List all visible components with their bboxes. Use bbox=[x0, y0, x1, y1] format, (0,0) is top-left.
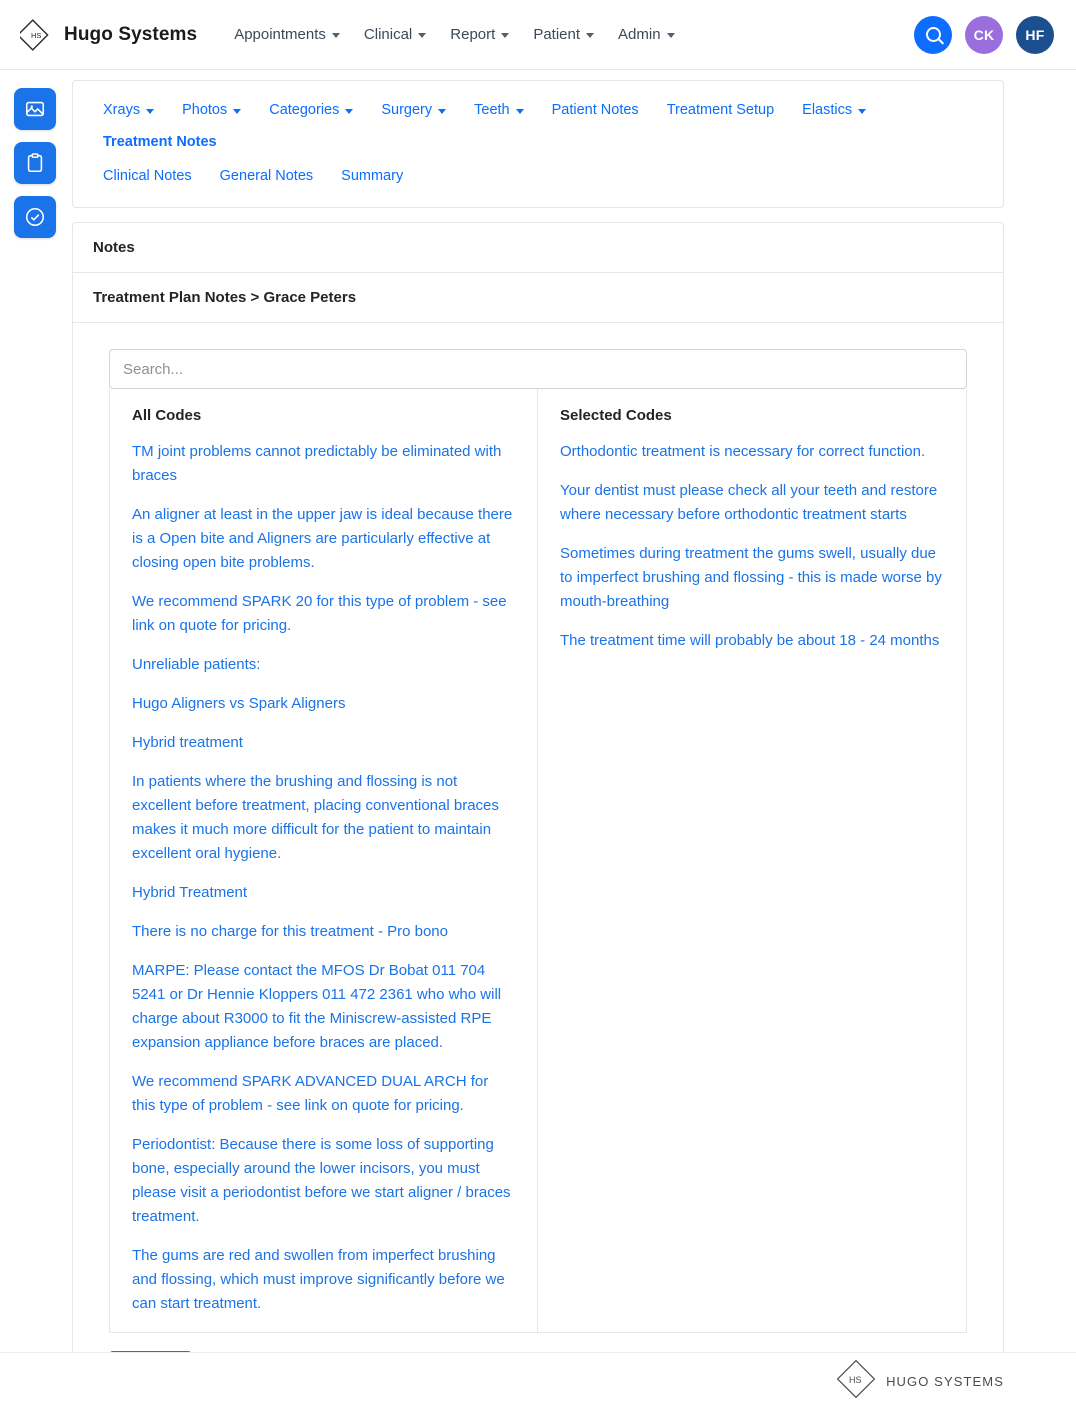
tab-categories[interactable] bbox=[257, 95, 365, 125]
svg-text:HS: HS bbox=[31, 30, 42, 40]
selected-codes-title: Selected Codes bbox=[560, 407, 672, 424]
avatar-hf[interactable] bbox=[1016, 16, 1054, 54]
chevron-down-icon bbox=[858, 109, 866, 114]
nav-item-admin[interactable] bbox=[607, 18, 686, 51]
all-codes-list bbox=[132, 440, 515, 1332]
tab-label: Categories bbox=[269, 102, 340, 118]
rail-button-clipboard[interactable] bbox=[14, 142, 56, 184]
list-item[interactable]: We recommend SPARK 20 for this type of problem - see link on quote for pricing. bbox=[132, 593, 507, 634]
nav-item-label: Clinical bbox=[363, 26, 413, 43]
tab-teeth[interactable] bbox=[462, 95, 535, 125]
brand-name: Hugo Systems bbox=[64, 23, 198, 45]
tab-label: Teeth bbox=[474, 102, 510, 118]
clipboard-icon bbox=[24, 152, 46, 174]
chevron-down-icon bbox=[345, 109, 353, 114]
chevron-down-icon bbox=[667, 33, 675, 38]
list-item[interactable]: Hybrid treatment bbox=[132, 734, 243, 751]
check-circle-icon bbox=[24, 206, 46, 228]
search-input[interactable] bbox=[109, 349, 967, 389]
list-item[interactable]: TM joint problems cannot predictably be eliminated with braces bbox=[132, 443, 502, 484]
list-item[interactable]: Sometimes during treatment the gums swell, usually due to imperfect brushing and flossing - this is made worse by mouth-breathing bbox=[560, 545, 942, 610]
list-item[interactable] bbox=[132, 1331, 515, 1332]
tab-row-secondary bbox=[91, 161, 985, 191]
chevron-down-icon bbox=[146, 109, 154, 114]
list-item[interactable]: The treatment time will probably be about 18 - 24 months bbox=[560, 632, 940, 649]
nav-item-label: Admin bbox=[618, 26, 661, 43]
list-item[interactable]: Periodontist: Because there is some loss of supporting bone, especially around the lower incisors, you must please visit a periodontist before we start aligner / braces treatment. bbox=[132, 1136, 511, 1225]
tab-xrays[interactable] bbox=[91, 95, 166, 125]
search-button[interactable] bbox=[914, 16, 952, 54]
tab-elastics[interactable] bbox=[790, 95, 878, 125]
list-item[interactable]: Your dentist must please check all your teeth and restore where necessary before orthodontic treatment starts bbox=[560, 482, 938, 523]
tab-label: Surgery bbox=[381, 102, 433, 118]
list-item[interactable]: Hybrid Treatment bbox=[132, 884, 248, 901]
tab-label: General Notes bbox=[219, 168, 314, 184]
all-codes-column bbox=[110, 389, 538, 1332]
tab-patient-notes[interactable] bbox=[540, 95, 651, 125]
list-item[interactable]: Unreliable patients: bbox=[132, 656, 261, 673]
chevron-down-icon bbox=[516, 109, 524, 114]
chevron-down-icon bbox=[332, 33, 340, 38]
chevron-down-icon bbox=[438, 109, 446, 114]
svg-text:HS: HS bbox=[849, 1375, 862, 1385]
codes-section bbox=[73, 323, 1003, 1333]
nav-item-patient[interactable] bbox=[522, 18, 605, 51]
tab-bar bbox=[72, 80, 1004, 208]
search-icon bbox=[926, 27, 941, 42]
nav-item-label: Patient bbox=[533, 26, 581, 43]
notes-panel-title: Notes bbox=[73, 223, 1003, 273]
tab-label: Xrays bbox=[103, 102, 141, 118]
list-item[interactable]: The gums are red and swollen from imperfect brushing and flossing, which must improve significantly before we can start treatment. bbox=[132, 1247, 505, 1312]
breadcrumb: Treatment Plan Notes > Grace Peters bbox=[73, 273, 1003, 323]
avatar-ck[interactable] bbox=[965, 16, 1003, 54]
chevron-down-icon bbox=[233, 109, 241, 114]
list-item[interactable]: MARPE: Please contact the MFOS Dr Bobat 011 704 5241 or Dr Hennie Kloppers 011 472 2361 who who will charge about R3000 to fit the Miniscrew-assisted RPE expansion appliance before braces are placed. bbox=[132, 962, 502, 1051]
list-item[interactable]: Orthodontic treatment is necessary for correct function. bbox=[560, 443, 926, 460]
footer-brand-name: HUGO SYSTEMS bbox=[886, 1373, 1004, 1389]
chevron-down-icon bbox=[418, 33, 426, 38]
selected-codes-column bbox=[538, 389, 966, 1332]
all-codes-title: All Codes bbox=[132, 407, 202, 424]
diamond-logo-icon bbox=[20, 18, 54, 52]
notes-panel bbox=[72, 222, 1004, 1409]
codes-columns bbox=[109, 389, 967, 1333]
chevron-down-icon bbox=[586, 33, 594, 38]
tab-label: Patient Notes bbox=[551, 102, 639, 118]
left-icon-rail bbox=[14, 88, 58, 238]
nav-item-report[interactable] bbox=[439, 18, 520, 51]
brand-logo[interactable] bbox=[20, 18, 197, 52]
list-item[interactable]: An aligner at least in the upper jaw is ideal because there is a Open bite and Aligners are particularly effective at closing open bite problems. bbox=[132, 506, 513, 571]
tab-surgery[interactable] bbox=[369, 95, 458, 125]
tab-label: Summary bbox=[341, 168, 404, 184]
tab-label: Photos bbox=[182, 102, 228, 118]
tab-treatment-setup[interactable] bbox=[655, 95, 786, 125]
nav-item-appointments[interactable] bbox=[223, 18, 351, 51]
image-icon bbox=[24, 98, 46, 120]
nav-items bbox=[223, 18, 685, 51]
footer bbox=[0, 1352, 1076, 1409]
tab-label: Elastics bbox=[802, 102, 853, 118]
list-item[interactable]: Hugo Aligners vs Spark Aligners bbox=[132, 695, 346, 712]
tab-treatment-notes[interactable] bbox=[91, 127, 229, 157]
nav-item-label: Report bbox=[450, 26, 496, 43]
avatar-initials: CK bbox=[973, 26, 995, 43]
main-content bbox=[72, 80, 1004, 1409]
nav-item-clinical[interactable] bbox=[353, 18, 437, 51]
tab-photos[interactable] bbox=[170, 95, 253, 125]
rail-button-images[interactable] bbox=[14, 88, 56, 130]
chevron-down-icon bbox=[501, 33, 509, 38]
tab-label: Treatment Setup bbox=[666, 102, 775, 118]
footer-diamond-logo-icon bbox=[836, 1359, 876, 1403]
list-item[interactable]: There is no charge for this treatment - Pro bono bbox=[132, 923, 448, 940]
avatar-initials: HF bbox=[1025, 26, 1045, 43]
nav-item-label: Appointments bbox=[234, 26, 326, 43]
tab-summary[interactable] bbox=[329, 161, 415, 191]
navbar-right-actions bbox=[914, 16, 1054, 54]
tab-row-primary bbox=[91, 95, 985, 157]
list-item[interactable]: In patients where the brushing and flossing is not excellent before treatment, placing conventional braces makes it much more difficult for the patient to maintain excellent oral hygiene. bbox=[132, 773, 499, 862]
tab-clinical-notes[interactable] bbox=[91, 161, 204, 191]
tab-label: Treatment Notes bbox=[103, 134, 217, 150]
top-navbar bbox=[0, 0, 1076, 70]
list-item[interactable]: We recommend SPARK ADVANCED DUAL ARCH for this type of problem - see link on quote for pricing. bbox=[132, 1073, 489, 1114]
selected-codes-list bbox=[560, 440, 944, 668]
rail-button-approve[interactable] bbox=[14, 196, 56, 238]
tab-general-notes[interactable] bbox=[208, 161, 326, 191]
tab-label: Clinical Notes bbox=[103, 168, 192, 184]
